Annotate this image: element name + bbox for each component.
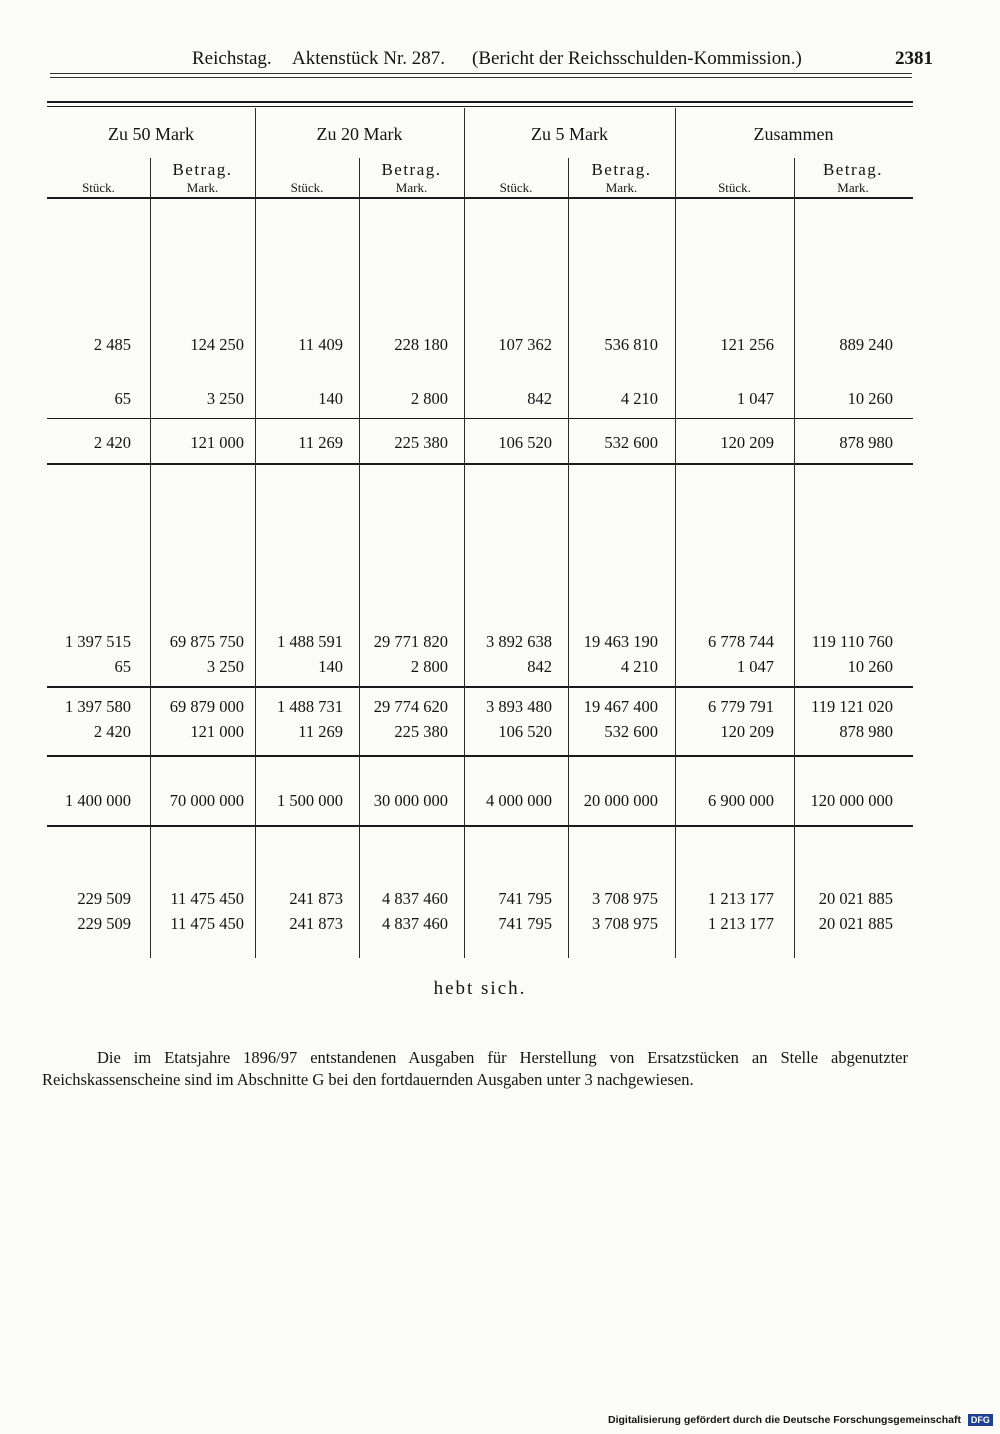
table-cell: 106 520 bbox=[498, 722, 552, 741]
table-cell: 6 778 744 bbox=[708, 632, 774, 651]
table-cell: 842 bbox=[527, 657, 552, 676]
table-cell: 11 269 bbox=[298, 722, 343, 741]
table-cell: 1 213 177 bbox=[708, 889, 774, 908]
table-cell: 2 420 bbox=[93, 722, 131, 741]
header-document-number: Aktenstück Nr. 287. bbox=[292, 48, 446, 69]
subcolumn-divider bbox=[568, 158, 569, 958]
table-cell: 532 600 bbox=[604, 722, 658, 741]
table-cell: 65 bbox=[114, 657, 131, 676]
table-cell: 119 121 020 bbox=[811, 697, 893, 716]
table-cell: 19 467 400 bbox=[583, 697, 658, 716]
table-cell: 124 250 bbox=[190, 335, 244, 354]
table-cell: 120 000 000 bbox=[810, 791, 893, 810]
subhead-stueck: Stück. bbox=[290, 180, 324, 195]
table-cell: 119 110 760 bbox=[811, 632, 893, 651]
table-cell: 121 256 bbox=[720, 335, 774, 354]
table-cell: 1 488 731 bbox=[277, 697, 343, 716]
header-reichstag: Reichstag. bbox=[192, 48, 272, 69]
table-cell: 229 509 bbox=[77, 889, 131, 908]
table-cell: 30 000 000 bbox=[373, 791, 448, 810]
table-cell: 241 873 bbox=[289, 889, 343, 908]
table-cell: 4 210 bbox=[620, 657, 658, 676]
group-divider bbox=[464, 108, 465, 958]
header-subtitle: (Bericht der Reichsschulden-Kommission.) bbox=[472, 48, 802, 69]
table-cell: 3 708 975 bbox=[592, 889, 658, 908]
table-cell: 741 795 bbox=[498, 914, 552, 933]
header-rule-2 bbox=[50, 77, 912, 78]
rule-e bbox=[47, 825, 913, 827]
subhead-betrag: Betrag. Mark. bbox=[822, 160, 884, 195]
table-cell: 10 260 bbox=[847, 657, 893, 676]
table-cell: 3 250 bbox=[206, 657, 244, 676]
table-cell: 3 250 bbox=[206, 389, 244, 408]
table-cell: 2 800 bbox=[410, 389, 448, 408]
table-cell: 225 380 bbox=[394, 722, 448, 741]
header-rule bbox=[50, 73, 912, 74]
table-cell: 121 000 bbox=[190, 433, 244, 452]
table-cell: 241 873 bbox=[289, 914, 343, 933]
group-divider bbox=[255, 108, 256, 958]
table-cell: 29 774 620 bbox=[373, 697, 448, 716]
hebt-sich-note: hebt sich. bbox=[433, 978, 527, 999]
table-cell: 2 800 bbox=[410, 657, 448, 676]
table-cell: 106 520 bbox=[498, 433, 552, 452]
table-cell: 20 021 885 bbox=[818, 914, 893, 933]
table-cell: 1 213 177 bbox=[708, 914, 774, 933]
table-cell: 2 420 bbox=[93, 433, 131, 452]
table-cell: 65 bbox=[114, 389, 131, 408]
table-cell: 11 475 450 bbox=[170, 914, 244, 933]
subhead-betrag: Betrag. Mark. bbox=[172, 160, 233, 195]
dfg-logo: DFG bbox=[968, 1414, 993, 1426]
table-cell: 878 980 bbox=[839, 433, 893, 452]
table-cell: 6 900 000 bbox=[708, 791, 774, 810]
group-title-20: Zu 20 Mark bbox=[316, 124, 403, 144]
table-cell: 4 000 000 bbox=[486, 791, 552, 810]
group-divider bbox=[675, 108, 676, 958]
table-cell: 120 209 bbox=[720, 433, 774, 452]
subcolumn-divider bbox=[150, 158, 151, 958]
table-cell: 1 047 bbox=[736, 389, 774, 408]
table-cell: 4 837 460 bbox=[382, 914, 448, 933]
table-cell: 29 771 820 bbox=[373, 632, 448, 651]
explanatory-paragraph: Die im Etatsjahre 1896/97 entstandenen Ausgaben für Herstellung von Ersatzstücken an Stelle abgenutzter Reichskassenscheine sind im Abschnitte G bei den fortdauernden Ausgaben unter 3 nachgewiesen. bbox=[42, 1048, 908, 1089]
table-cell: 20 021 885 bbox=[818, 889, 893, 908]
table-cell: 1 397 515 bbox=[65, 632, 131, 651]
footer bbox=[608, 1414, 993, 1426]
table-cell: 19 463 190 bbox=[583, 632, 658, 651]
table-cell: 70 000 000 bbox=[169, 791, 244, 810]
table-cell: 20 000 000 bbox=[583, 791, 658, 810]
rule-b bbox=[47, 463, 913, 465]
table-cell: 889 240 bbox=[839, 335, 893, 354]
table-cell: 1 500 000 bbox=[277, 791, 343, 810]
footer-text: Digitalisierung gefördert durch die Deutsche Forschungsgemeinschaft bbox=[608, 1414, 961, 1426]
table-cell: 4 210 bbox=[620, 389, 658, 408]
table-cell: 4 837 460 bbox=[382, 889, 448, 908]
group-title-total: Zusammen bbox=[753, 124, 834, 144]
group-title-5: Zu 5 Mark bbox=[531, 124, 608, 144]
table-cell: 1 488 591 bbox=[277, 632, 343, 651]
table-cell: 120 209 bbox=[720, 722, 774, 741]
table-cell: 842 bbox=[527, 389, 552, 408]
page-number: 2381 bbox=[895, 48, 933, 69]
table-cell: 107 362 bbox=[498, 335, 552, 354]
subhead-stueck: Stück. bbox=[499, 180, 533, 195]
table-cell: 11 409 bbox=[298, 335, 343, 354]
table-cell: 1 047 bbox=[736, 657, 774, 676]
table-top-rule-2 bbox=[47, 106, 913, 107]
table-cell: 11 269 bbox=[298, 433, 343, 452]
table-cell: 3 893 480 bbox=[486, 697, 552, 716]
table-cell: 878 980 bbox=[839, 722, 893, 741]
subcolumn-divider bbox=[359, 158, 360, 958]
subhead-stueck: Stück. bbox=[718, 180, 751, 195]
table-cell: 140 bbox=[318, 657, 343, 676]
table-cell: 3 708 975 bbox=[592, 914, 658, 933]
table-cell: 140 bbox=[318, 389, 343, 408]
table-cell: 532 600 bbox=[604, 433, 658, 452]
table-cell: 6 779 791 bbox=[708, 697, 774, 716]
subcolumn-divider bbox=[794, 158, 795, 958]
rule-c bbox=[47, 686, 913, 688]
table-top-rule bbox=[47, 101, 913, 103]
header-bottom-rule bbox=[47, 197, 913, 199]
rule-a bbox=[47, 418, 913, 419]
subhead-stueck: Stück. bbox=[82, 180, 115, 195]
table-cell: 229 509 bbox=[77, 914, 131, 933]
table-cell: 10 260 bbox=[847, 389, 893, 408]
table-cell: 1 400 000 bbox=[65, 791, 131, 810]
table-cell: 228 180 bbox=[394, 335, 448, 354]
table-cell: 741 795 bbox=[498, 889, 552, 908]
table-cell: 69 879 000 bbox=[169, 697, 244, 716]
rule-d bbox=[47, 755, 913, 757]
table-cell: 536 810 bbox=[604, 335, 658, 354]
table-cell: 11 475 450 bbox=[170, 889, 244, 908]
table-cell: 69 875 750 bbox=[169, 632, 244, 651]
table-cell: 225 380 bbox=[394, 433, 448, 452]
subhead-betrag: Betrag. Mark. bbox=[591, 160, 652, 195]
table-cell: 2 485 bbox=[93, 335, 131, 354]
table-cell: 121 000 bbox=[190, 722, 244, 741]
table-cell: 1 397 580 bbox=[65, 697, 131, 716]
group-title-50: Zu 50 Mark bbox=[108, 124, 194, 144]
table-cell: 3 892 638 bbox=[486, 632, 552, 651]
subhead-betrag: Betrag. Mark. bbox=[381, 160, 442, 195]
